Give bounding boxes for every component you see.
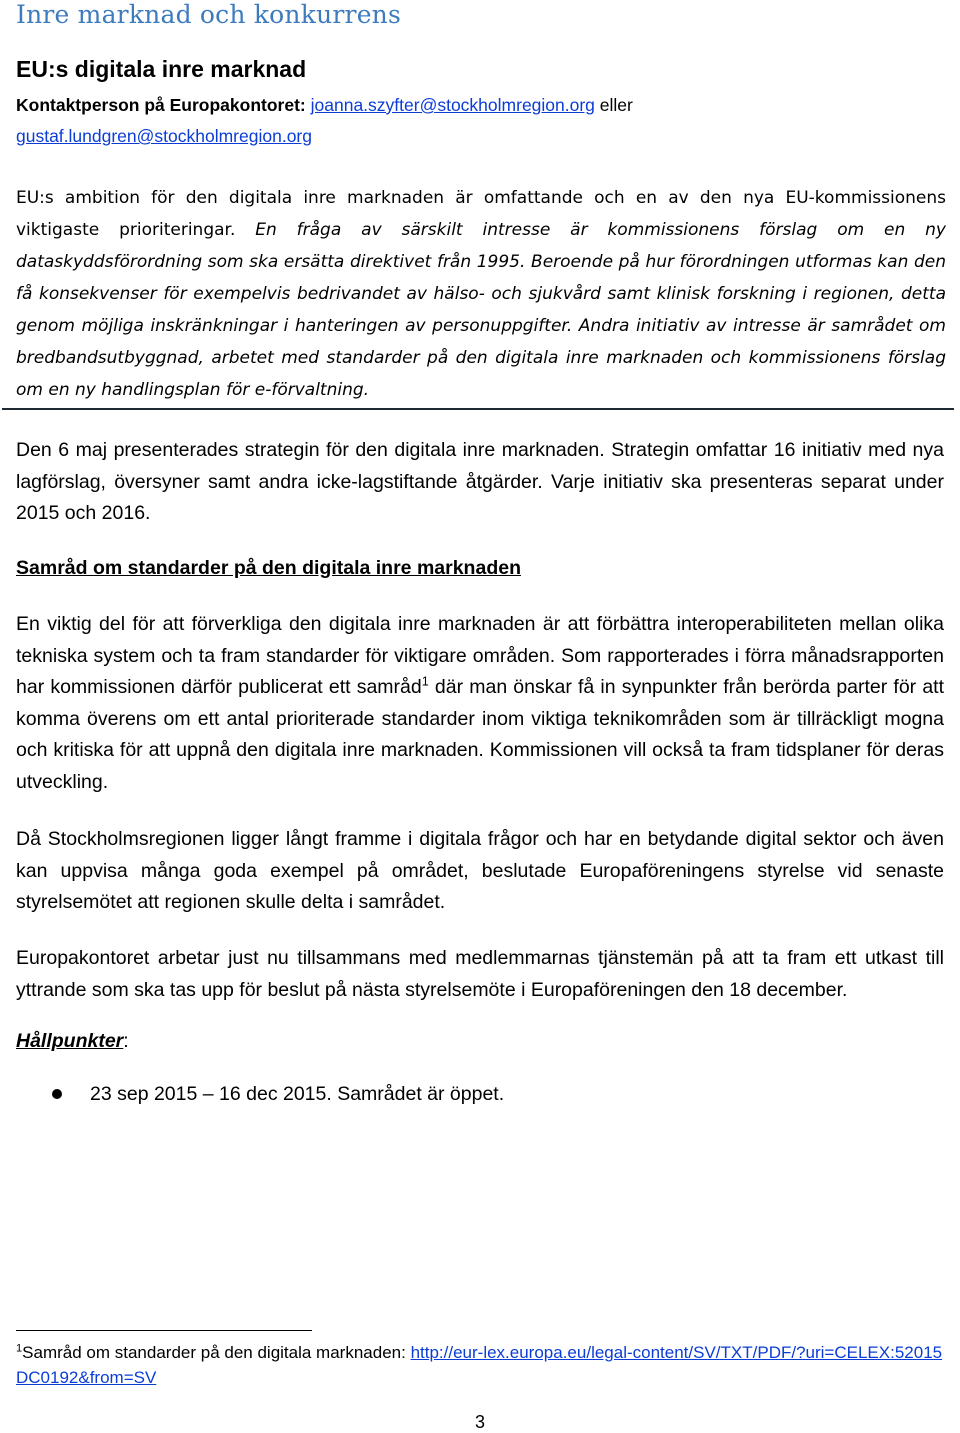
- section-title: EU:s digitala inre marknad: [16, 56, 307, 82]
- key-dates-heading: [16, 1026, 944, 1058]
- paragraph-stockholm: Då Stockholmsregionen ligger långt framme i digitala frågor och har en betydande digital sektor och även kan uppvisa många goda exempel på området, beslutade Europaföreningens styrelse vid senaste styrelsemötet att regionen skulle delta i samrådet.: [16, 828, 944, 913]
- intro-sentence-2: En fråga av särskilt intresse är kommissionens förslag om en ny dataskyddsförordning som ska ersätta direktivet från 1995.: [16, 220, 946, 272]
- key-dates-colon: :: [123, 1030, 129, 1052]
- section-heading-text: Samråd om standarder på den digitala inre marknaden: [16, 557, 521, 579]
- footnote-divider: [16, 1330, 312, 1331]
- key-date-item: 23 sep 2015 – 16 dec 2015. Samrådet är öppet.: [90, 1083, 505, 1105]
- paragraph-standards-text-2: där man önskar få in synpunkter från berörda parter för att komma överens om ett antal prioriterade standarder inom viktiga teknikområden som är tillräckligt mogna och kritiska för att uppnå den digitala inre marknaden. Kommissionen vill också ta fram tidsplaner för deras utveckling.: [16, 676, 944, 793]
- email-link-joanna[interactable]: joanna.szyfter@stockholmregion.org: [310, 95, 595, 115]
- page-title: Inre marknad och konkurrens: [16, 0, 402, 29]
- section-heading: [16, 553, 944, 585]
- bullet-icon: [52, 1089, 62, 1099]
- email-link-gustaf[interactable]: gustaf.lundgren@stockholmregion.org: [16, 126, 312, 146]
- paragraph-standards-text-1: En viktig del för att förverkliga den digitala inre marknaden är att förbättra interoperabiliteten mellan olika tekniska system och ta fram standarder för viktigare områden. Som rapporterades i förra månadsrapporten har kommissionen därför publicerat ett samråd: [16, 613, 944, 698]
- intro-text: [16, 182, 946, 406]
- paragraph-strategy: Den 6 maj presenterades strategin för den digitala inre marknaden. Strategin omfattar 16 initiativ med nya lagförslag, översyner samt andra icke-lagstiftande åtgärder. Varje initiativ ska presenteras separat under 2015 och 2016.: [16, 439, 944, 524]
- intro-sentence-4: Andra initiativ av intresse är samrådet om bredbandsutbyggnad, arbetet med standarder på den digitala inre marknaden och kommissionens förslag om en ny handlingsplan för e-förvaltning.: [16, 316, 946, 400]
- intro-box: [2, 172, 954, 410]
- paragraph-standards: [16, 609, 944, 798]
- intro-sentence-1: EU:s ambition för den digitala inre marknaden är omfattande och en av den nya EU-kommissionens viktigaste prioriteringar.: [16, 188, 946, 240]
- contact-label: Kontaktperson på Europakontoret:: [16, 95, 306, 115]
- contact-line: [16, 90, 946, 152]
- footnote-ref[interactable]: 1: [421, 674, 429, 689]
- paragraph-europakontoret: Europakontoret arbetar just nu tillsammans med medlemmarnas tjänstemän på att ta fram ett utkast till yttrande som ska tas upp för beslut på nästa styrelsemöte i Europaföreningen den 18 december.: [16, 947, 944, 1001]
- key-dates-label: Hållpunkter: [16, 1030, 124, 1052]
- intro-sentence-3: Beroende på hur förordningen utformas kan den få konsekvenser för exempelvis bedrivandet av hälso- och sjukvård samt klinisk forskning i regionen, detta genom möjliga inskränkningar i hanteringen av personuppgifter.: [16, 252, 946, 336]
- footnote-text: Samråd om standarder på den digitala marknaden:: [22, 1343, 411, 1362]
- footnote-number: 1: [16, 1342, 23, 1355]
- page-number: 3: [474, 1412, 485, 1432]
- footnote-link[interactable]: http://eur-lex.europa.eu/legal-content/SV/TXT/PDF/?uri=CELEX:52015DC0192&from=SV: [16, 1343, 943, 1387]
- footnote: [16, 1340, 946, 1390]
- contact-separator: eller: [599, 95, 633, 115]
